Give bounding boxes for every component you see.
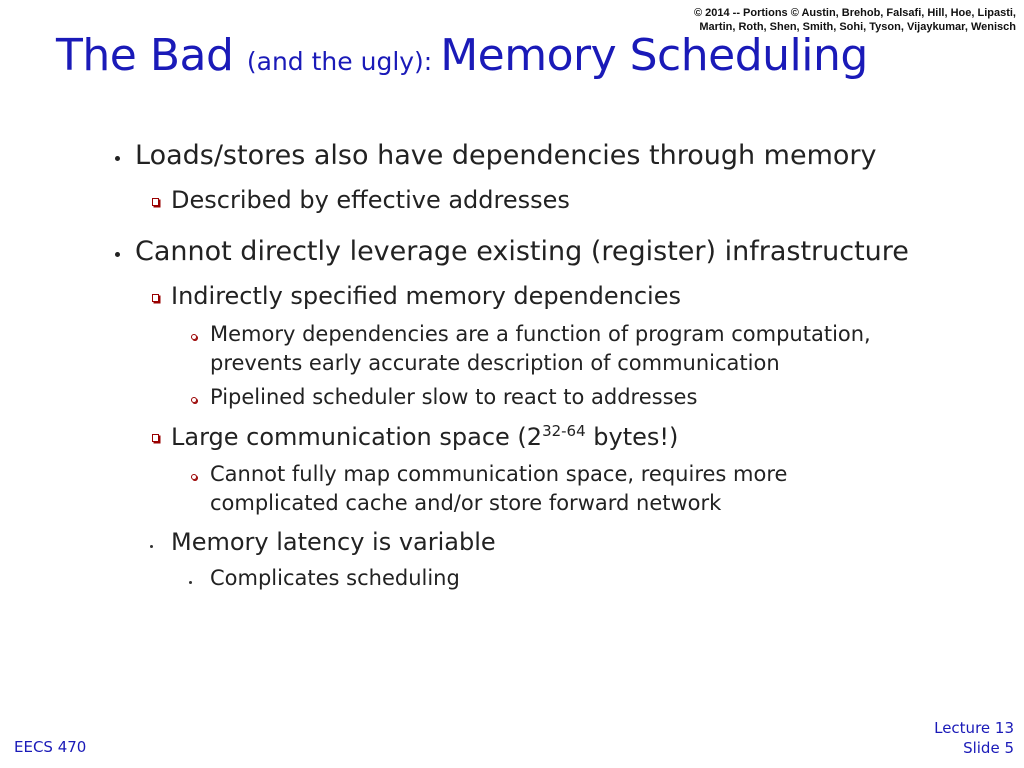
bullet-text: Cannot directly leverage existing (register) infrastructure [135, 236, 909, 267]
bullet-pipelined-scheduler [210, 383, 697, 412]
slide-number: Slide 5 [963, 739, 1014, 757]
exponent-superscript: 32-64 [542, 422, 586, 440]
bullet-program-computation [210, 320, 871, 378]
bullet-text-line-2: prevents early accurate description of communication [210, 351, 780, 375]
title-part-1: The Bad [56, 30, 247, 81]
bullet-text: Described by effective addresses [171, 186, 570, 214]
bullet-map-communication [210, 460, 787, 518]
bullet-text: Indirectly specified memory dependencies [171, 282, 681, 310]
square-bullet-icon [152, 294, 159, 302]
bullet-dot-icon [115, 156, 120, 161]
bullet-complicates-scheduling [210, 564, 460, 593]
bullet-dot-icon [115, 252, 120, 257]
ring-bullet-icon [191, 474, 197, 480]
bullet-text: Loads/stores also have dependencies through memory [135, 140, 877, 171]
bullet-text: Complicates scheduling [210, 566, 460, 590]
bullet-text: Memory latency is variable [171, 528, 496, 556]
bullet-text [171, 422, 678, 451]
copyright-line-1: © 2014 -- Portions © Austin, Brehob, Falsafi, Hill, Hoe, Lipasti, [693, 7, 1016, 19]
slide-info [934, 718, 1014, 758]
bullet-register-infrastructure [135, 236, 909, 267]
lecture-number: Lecture 13 [934, 719, 1014, 737]
bullet-text: Pipelined scheduler slow to react to addresses [210, 385, 698, 409]
bullet-indirect-dependencies [171, 282, 681, 310]
bullet-communication-space [171, 422, 678, 451]
title-part-3: Memory Scheduling [440, 30, 868, 81]
bullet-text-line-2: complicated cache and/or store forward network [210, 491, 722, 515]
bullet-text-line-1: Cannot fully map communication space, requires more [210, 462, 788, 486]
square-bullet-icon [152, 434, 159, 442]
copyright-line-2: Martin, Roth, Shen, Smith, Sohi, Tyson, Vijaykumar, Wenisch [699, 21, 1016, 33]
bullet-memory-latency [171, 528, 496, 556]
slide-title [56, 30, 868, 81]
ring-bullet-icon [191, 397, 197, 403]
bullet-effective-addresses [171, 186, 570, 214]
ring-bullet-icon [191, 334, 197, 340]
bullet-text-suffix: bytes!) [585, 423, 679, 451]
small-dot-bullet-icon [150, 545, 153, 548]
title-part-2: (and the ugly): [246, 47, 441, 76]
bullet-text-line-1: Memory dependencies are a function of program computation, [210, 322, 871, 346]
bullet-loads-stores [135, 140, 877, 171]
square-bullet-icon [152, 198, 159, 206]
course-label: EECS 470 [14, 738, 87, 756]
small-dot-bullet-icon [189, 581, 192, 584]
bullet-text-prefix: Large communication space (2 [171, 423, 543, 451]
